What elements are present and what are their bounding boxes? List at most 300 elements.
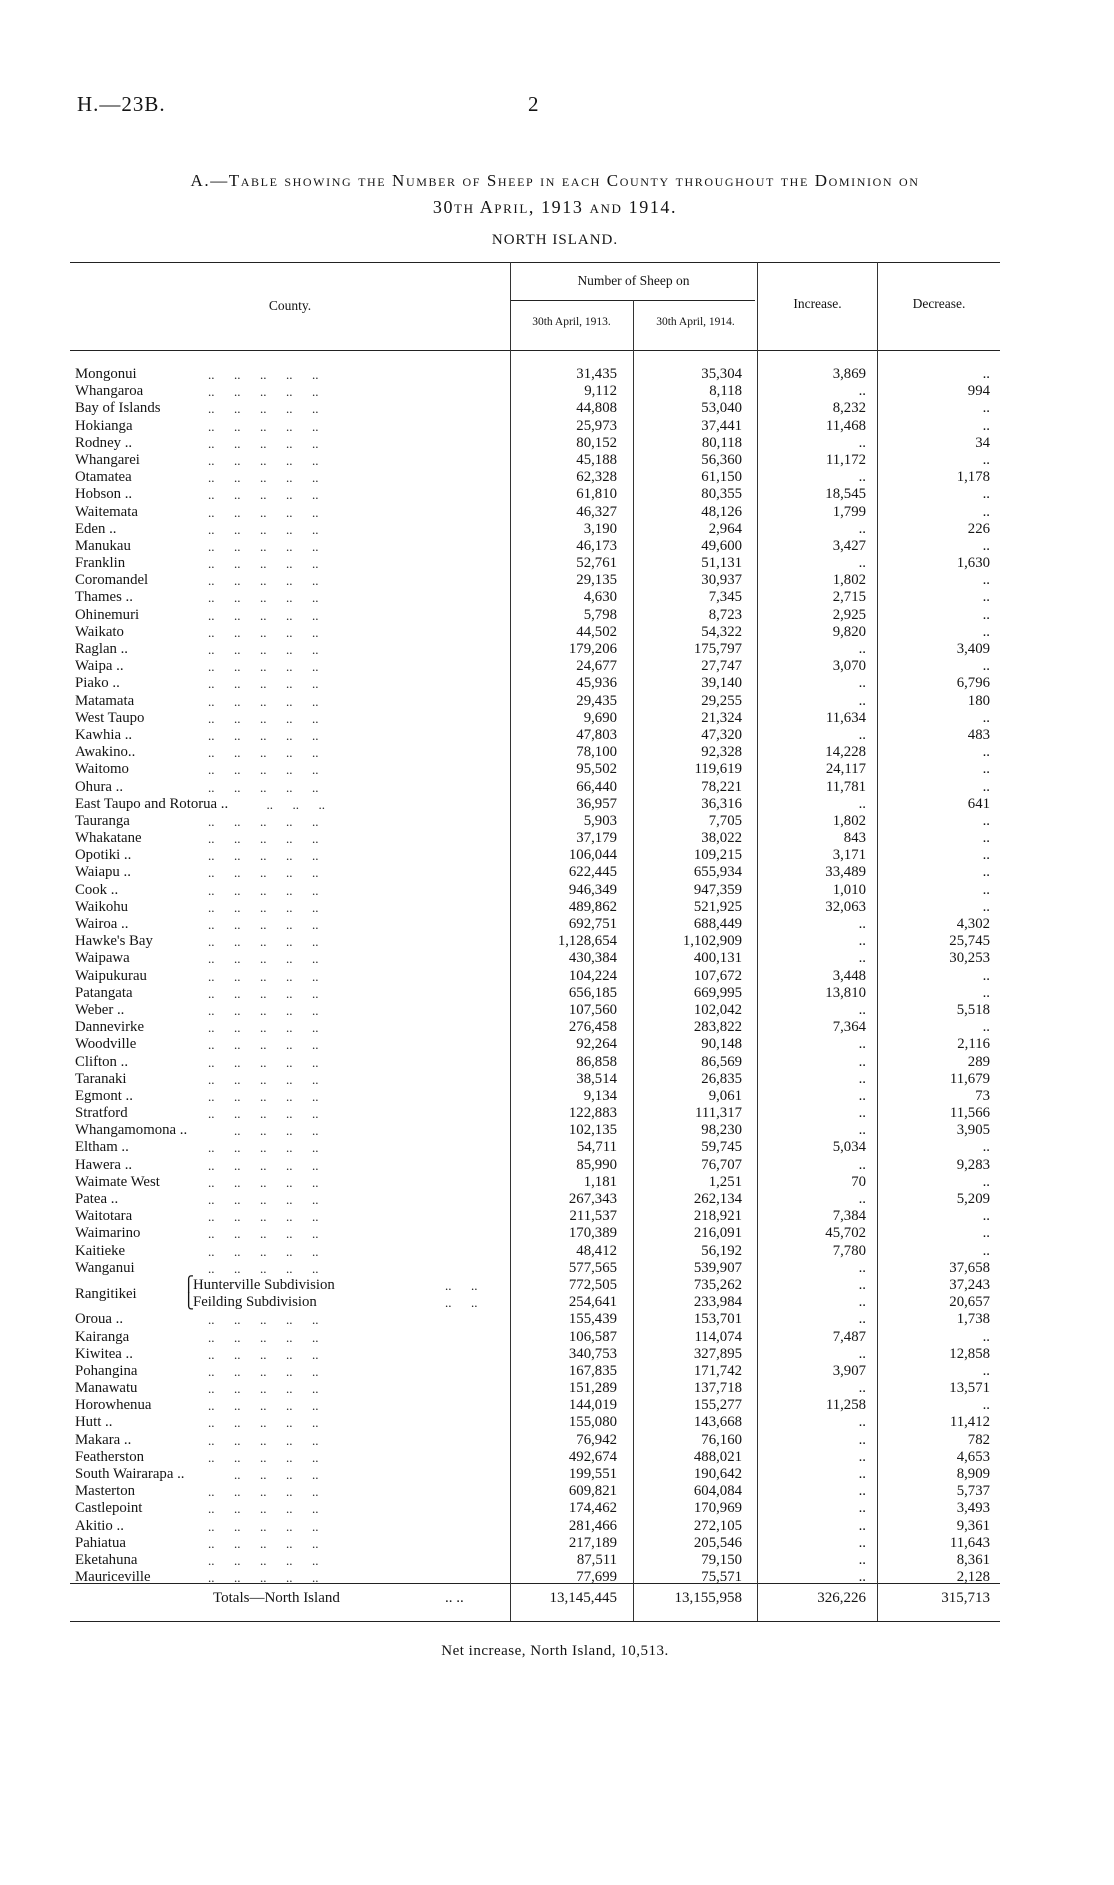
sheep-1914: 61,150 xyxy=(701,469,742,486)
decrease-header: Decrease. xyxy=(912,296,966,311)
table-row xyxy=(0,1449,1114,1466)
county-name: Matamata xyxy=(75,692,135,709)
sheep-1913: 946,349 xyxy=(568,881,617,898)
county-name: Pahiatua xyxy=(75,1534,126,1551)
leader-dots: .. .. .. .. .. xyxy=(208,1518,319,1534)
table-row xyxy=(0,950,1114,967)
decrease-value: .. xyxy=(982,503,990,520)
sheep-1914: 75,571 xyxy=(701,1569,742,1586)
table-row xyxy=(0,830,1114,847)
decrease-value: 34 xyxy=(975,434,990,451)
sheep-1913: 80,152 xyxy=(576,434,617,451)
county-name: Waikato xyxy=(75,623,124,640)
leader-dots: .. .. .. .. .. xyxy=(208,1071,319,1087)
increase-value: .. xyxy=(858,1569,866,1586)
table-row xyxy=(0,1122,1114,1139)
increase-value: 3,427 xyxy=(832,537,866,554)
county-name: Patangata xyxy=(75,984,133,1001)
county-name: Dannevirke xyxy=(75,1019,145,1036)
table-row xyxy=(0,1243,1114,1260)
table-row xyxy=(0,572,1114,589)
leader-dots: .. .. .. .. xyxy=(208,1123,319,1139)
sheep-1913: 29,135 xyxy=(576,572,617,589)
leader-dots: .. .. xyxy=(445,1590,464,1606)
sheep-1913: 155,080 xyxy=(568,1414,617,1431)
decrease-value: 8,909 xyxy=(956,1466,990,1483)
decrease-value: 180 xyxy=(967,692,990,709)
leader-dots: .. .. .. .. .. xyxy=(208,504,319,520)
sheep-1914: 1,102,909 xyxy=(682,933,742,950)
leader-dots: .. .. .. .. .. xyxy=(208,1037,319,1053)
year-1914-header: 30th April, 1914. xyxy=(656,316,735,328)
county-name: Stratford xyxy=(75,1105,128,1122)
county-name: West Taupo xyxy=(75,709,145,726)
increase-value: .. xyxy=(858,1053,866,1070)
increase-value: 7,780 xyxy=(832,1242,866,1259)
sheep-1913: 267,343 xyxy=(568,1191,617,1207)
table-row xyxy=(0,796,1114,813)
table-row xyxy=(0,985,1114,1002)
decrease-value: 4,653 xyxy=(956,1448,990,1465)
sheep-1914: 7,345 xyxy=(708,589,742,606)
county-name: Waipa .. xyxy=(75,658,124,675)
sheep-1914: 111,317 xyxy=(695,1105,742,1122)
increase-value: 70 xyxy=(851,1173,866,1190)
county-name: Kiwitea .. xyxy=(75,1345,133,1362)
sheep-1914: 102,042 xyxy=(693,1001,742,1018)
county-name: Weber .. xyxy=(75,1001,125,1018)
decrease-value: 782 xyxy=(967,1431,990,1448)
sheep-1914: 59,745 xyxy=(701,1139,742,1156)
decrease-value: 12,858 xyxy=(949,1345,990,1362)
table-row xyxy=(0,1208,1114,1225)
table-body xyxy=(0,366,1114,1586)
increase-value: .. xyxy=(858,1380,866,1397)
table-row xyxy=(0,1054,1114,1071)
sheep-1914: 539,907 xyxy=(693,1259,742,1276)
sheep-1913: 31,435 xyxy=(576,366,617,382)
increase-value: .. xyxy=(858,520,866,537)
leader-dots: .. .. .. .. .. xyxy=(208,418,319,434)
sheep-1914: 80,355 xyxy=(701,486,742,503)
decrease-value: .. xyxy=(982,709,990,726)
sheep-1913: 78,100 xyxy=(576,744,617,761)
sheep-1914: 21,324 xyxy=(701,709,742,726)
leader-dots: .. .. .. .. .. xyxy=(208,590,319,606)
sheep-1913: 276,458 xyxy=(568,1019,617,1036)
decrease-value: 25,745 xyxy=(949,933,990,950)
county-name: Ohinemuri xyxy=(75,606,140,623)
table-row xyxy=(0,555,1114,572)
leader-dots: .. .. .. .. .. xyxy=(208,1106,319,1122)
county-name: Manawatu xyxy=(75,1380,138,1397)
increase-value: .. xyxy=(858,726,866,743)
decrease-value: .. xyxy=(982,537,990,554)
county-name: Piako .. xyxy=(75,675,120,692)
leader-dots: .. .. .. .. .. xyxy=(208,642,319,657)
county-name: Waimarino xyxy=(75,1225,141,1242)
table-row xyxy=(0,1002,1114,1019)
increase-value: 843 xyxy=(843,830,866,847)
sheep-1914: 38,022 xyxy=(701,830,742,847)
sheep-1914: 98,230 xyxy=(701,1122,742,1139)
increase-value: 11,468 xyxy=(825,417,866,434)
totals-1913: 13,145,445 xyxy=(549,1590,617,1606)
increase-value: 8,232 xyxy=(832,400,866,417)
sheep-1913: 87,511 xyxy=(576,1551,617,1568)
leader-dots: .. .. .. .. .. xyxy=(208,1398,319,1414)
sheep-1913: 5,798 xyxy=(583,606,617,623)
decrease-value: .. xyxy=(982,366,990,382)
decrease-value: .. xyxy=(982,658,990,675)
decrease-value: .. xyxy=(982,1019,990,1036)
decrease-value: 37,658 xyxy=(949,1259,990,1276)
sheep-1913: 577,565 xyxy=(568,1259,617,1276)
sheep-1913: 179,206 xyxy=(568,641,617,657)
county-name: Bay of Islands xyxy=(75,400,161,417)
table-subtitle: NORTH ISLAND. xyxy=(491,232,619,248)
decrease-value: .. xyxy=(982,400,990,417)
increase-value: 32,063 xyxy=(825,898,866,915)
leader-dots: .. .. .. .. .. xyxy=(208,556,319,572)
decrease-value: .. xyxy=(982,1139,990,1156)
increase-value: .. xyxy=(858,641,866,657)
increase-value: 7,384 xyxy=(832,1208,866,1225)
increase-value: 11,172 xyxy=(825,451,866,468)
decrease-value: 994 xyxy=(967,383,990,400)
leader-dots: .. .. .. .. .. xyxy=(208,917,319,932)
increase-value: 3,907 xyxy=(832,1362,866,1379)
decrease-value: 289 xyxy=(967,1053,990,1070)
leader-dots: .. .. .. .. .. xyxy=(208,1449,319,1465)
table-title: A.—Table showing the Number of Sheep in each County throughout the Dominion on xyxy=(190,171,920,190)
table-row xyxy=(0,452,1114,469)
increase-value: 3,448 xyxy=(832,967,866,984)
table-row xyxy=(0,916,1114,933)
county-name: Egmont .. xyxy=(75,1087,133,1104)
table-row xyxy=(0,641,1114,658)
increase-value: .. xyxy=(858,1551,866,1568)
table-row xyxy=(0,1071,1114,1088)
table-row xyxy=(0,933,1114,950)
sheep-1914: 216,091 xyxy=(693,1225,742,1242)
decrease-value: .. xyxy=(982,623,990,640)
leader-dots: .. .. .. .. .. xyxy=(208,745,319,761)
county-name: Wairoa .. xyxy=(75,916,129,932)
decrease-value: .. xyxy=(982,451,990,468)
table-row xyxy=(0,1139,1114,1156)
county-name: Mauriceville xyxy=(75,1569,151,1586)
sheep-1913: 95,502 xyxy=(576,761,617,778)
sheep-1913: 609,821 xyxy=(568,1483,617,1500)
table-row xyxy=(0,1329,1114,1346)
county-name: South Wairarapa .. xyxy=(75,1466,185,1483)
county-name: East Taupo and Rotorua .. xyxy=(75,795,229,812)
sheep-1913: 492,674 xyxy=(568,1448,617,1465)
county-name: Waikohu xyxy=(75,898,129,915)
increase-value: .. xyxy=(858,675,866,692)
increase-header: Increase. xyxy=(793,296,842,311)
sheep-1913: 170,389 xyxy=(568,1225,617,1242)
increase-value: 13,810 xyxy=(825,984,866,1001)
sheep-1914: 947,359 xyxy=(693,881,742,898)
decrease-value: 6,796 xyxy=(956,675,990,692)
leader-dots: .. .. .. .. .. xyxy=(208,1501,319,1517)
decrease-value: 11,566 xyxy=(949,1105,990,1122)
increase-value: 33,489 xyxy=(825,864,866,881)
increase-value: .. xyxy=(858,950,866,967)
county-name: Whangarei xyxy=(75,451,140,468)
increase-value: 1,010 xyxy=(832,881,866,898)
table-row xyxy=(0,761,1114,778)
number-of-sheep-header: Number of Sheep on xyxy=(577,273,690,288)
leader-dots: .. .. .. .. .. xyxy=(208,1226,319,1242)
sheep-1913: 47,803 xyxy=(576,726,617,743)
county-name: Pohangina xyxy=(75,1362,138,1379)
county-name: Waipawa xyxy=(75,950,130,967)
decrease-value: .. xyxy=(982,761,990,778)
sheep-1914: 109,215 xyxy=(693,847,742,864)
leader-dots: .. .. .. .. .. xyxy=(208,968,319,984)
table-row xyxy=(0,1260,1114,1277)
subdivision-name: Hunterville Subdivision xyxy=(193,1276,335,1293)
sheep-1913: 44,808 xyxy=(576,400,617,417)
table-row xyxy=(0,1483,1114,1500)
increase-value: 7,364 xyxy=(832,1019,866,1036)
leader-dots: .. .. .. .. .. xyxy=(208,831,319,847)
totals-increase: 326,226 xyxy=(817,1590,866,1606)
sheep-1913: 692,751 xyxy=(568,916,617,932)
county-name: Masterton xyxy=(75,1483,135,1500)
county-name: Patea .. xyxy=(75,1191,119,1207)
decrease-value: 5,518 xyxy=(956,1001,990,1018)
sheep-1914: 2,964 xyxy=(708,520,742,537)
sheep-1913: 1,181 xyxy=(583,1173,617,1190)
county-name: Clifton .. xyxy=(75,1053,129,1070)
sheep-1913: 489,862 xyxy=(568,898,617,915)
county-name: Cook .. xyxy=(75,881,119,898)
sheep-1914: 9,061 xyxy=(708,1087,742,1104)
leader-dots: .. .. .. .. .. xyxy=(208,435,319,451)
increase-value: 11,634 xyxy=(825,709,866,726)
sheep-1914: 218,921 xyxy=(693,1208,742,1225)
sheep-1913: 9,690 xyxy=(583,709,617,726)
decrease-value: 8,361 xyxy=(956,1551,990,1568)
decrease-value: 483 xyxy=(967,726,990,743)
table-row xyxy=(0,435,1114,452)
leader-dots: .. .. .. .. .. xyxy=(208,1570,319,1586)
increase-value: 18,545 xyxy=(825,486,866,503)
sheep-1914: 39,140 xyxy=(701,675,742,692)
table-row xyxy=(0,521,1114,538)
leader-dots: .. .. .. .. .. xyxy=(208,1381,319,1397)
county-name: Awakino.. xyxy=(75,744,136,761)
sheep-1914: 90,148 xyxy=(701,1036,742,1053)
sheep-1913: 155,439 xyxy=(568,1311,617,1328)
sheep-1914: 29,255 xyxy=(701,692,742,709)
county-name: Rangitikei xyxy=(75,1285,137,1302)
table-row xyxy=(0,418,1114,435)
table-row xyxy=(0,1346,1114,1363)
sheep-1913: 9,112 xyxy=(584,383,617,400)
increase-value: .. xyxy=(858,1500,866,1517)
leader-dots: .. .. .. .. .. xyxy=(208,1312,319,1328)
table-row xyxy=(0,400,1114,417)
leader-dots: .. .. .. .. .. xyxy=(208,452,319,468)
county-name: Woodville xyxy=(75,1036,137,1053)
county-name: Eltham .. xyxy=(75,1139,129,1156)
sheep-1914: 37,441 xyxy=(701,417,742,434)
decrease-value: 226 xyxy=(967,520,990,537)
county-name: Eketahuna xyxy=(75,1551,138,1568)
sheep-1913: 167,835 xyxy=(568,1362,617,1379)
table-row xyxy=(0,1518,1114,1535)
decrease-value: 2,116 xyxy=(957,1036,990,1053)
sheep-1913: 29,435 xyxy=(576,692,617,709)
sheep-1913: 9,134 xyxy=(583,1087,617,1104)
leader-dots: .. .. .. .. .. xyxy=(208,538,319,554)
table-row xyxy=(0,1500,1114,1517)
leader-dots: .. .. .. .. .. xyxy=(208,367,319,382)
increase-value: .. xyxy=(858,1191,866,1207)
decrease-value: .. xyxy=(982,589,990,606)
sheep-1913: 36,957 xyxy=(576,795,617,812)
sheep-1914: 488,021 xyxy=(693,1448,742,1465)
sheep-1914: 8,723 xyxy=(708,606,742,623)
sheep-1914: 26,835 xyxy=(701,1070,742,1087)
table-row xyxy=(0,1036,1114,1053)
leader-dots: .. .. .. .. .. xyxy=(208,762,319,778)
county-name: Whangamomona .. xyxy=(75,1122,188,1139)
leader-dots: .. .. .. .. .. xyxy=(208,607,319,623)
county-name: Opotiki .. xyxy=(75,847,132,864)
sheep-1914: 669,995 xyxy=(693,984,742,1001)
sheep-1914: 400,131 xyxy=(693,950,742,967)
increase-value: .. xyxy=(858,1431,866,1448)
sheep-1913: 54,711 xyxy=(576,1139,617,1156)
decrease-value: .. xyxy=(982,1173,990,1190)
increase-value: .. xyxy=(858,692,866,709)
county-name: Mongonui xyxy=(75,366,137,382)
sheep-1914: 114,074 xyxy=(694,1328,742,1345)
table-row xyxy=(0,538,1114,555)
county-name: Thames .. xyxy=(75,589,133,606)
sheep-1913: 48,412 xyxy=(576,1242,617,1259)
table-row xyxy=(0,744,1114,761)
decrease-value: .. xyxy=(982,898,990,915)
county-name: Hawera .. xyxy=(75,1156,133,1173)
increase-value: 24,117 xyxy=(825,761,866,778)
table-top-rule xyxy=(70,262,1000,263)
leader-dots: .. .. .. .. .. xyxy=(208,1415,319,1431)
sheep-1914: 35,304 xyxy=(701,366,742,382)
table-row xyxy=(0,1569,1114,1586)
decrease-value: .. xyxy=(982,417,990,434)
decrease-value: 20,657 xyxy=(949,1294,990,1311)
increase-value: .. xyxy=(858,1345,866,1362)
sheep-1913: 1,128,654 xyxy=(557,933,617,950)
sheep-1913: 622,445 xyxy=(568,864,617,881)
increase-value: .. xyxy=(858,434,866,451)
leader-dots: .. .. .. .. .. xyxy=(208,1192,319,1207)
increase-value: .. xyxy=(858,933,866,950)
leader-dots: .. .. .. .. .. xyxy=(208,865,319,881)
table-row xyxy=(0,1174,1114,1191)
decrease-value: 9,361 xyxy=(956,1517,990,1534)
decrease-value: 73 xyxy=(975,1087,990,1104)
sheep-1914: 327,895 xyxy=(693,1345,742,1362)
increase-value: 1,799 xyxy=(832,503,866,520)
county-name: Rodney .. xyxy=(75,434,133,451)
sheep-1913: 107,560 xyxy=(568,1001,617,1018)
decrease-value: 37,243 xyxy=(949,1276,990,1293)
county-name: Waiapu .. xyxy=(75,864,131,881)
county-name: Waimate West xyxy=(75,1173,160,1190)
decrease-value: 3,905 xyxy=(956,1122,990,1139)
sheep-1913: 37,179 xyxy=(576,830,617,847)
county-name: Hutt .. xyxy=(75,1414,113,1431)
sheep-1913: 4,630 xyxy=(583,589,617,606)
leader-dots: .. .. .. .. .. xyxy=(208,951,319,967)
document-reference: H.—23B. xyxy=(77,92,166,116)
sheep-1913: 45,936 xyxy=(576,675,617,692)
increase-value: 11,781 xyxy=(825,778,866,795)
county-name: Franklin xyxy=(75,555,126,572)
leader-dots: .. .. .. .. .. xyxy=(208,1552,319,1568)
table-row xyxy=(0,847,1114,864)
county-name: Waitotara xyxy=(75,1208,133,1225)
increase-value: 11,258 xyxy=(825,1397,866,1414)
table-row xyxy=(0,1466,1114,1483)
increase-value: .. xyxy=(858,1311,866,1328)
table-row xyxy=(0,1535,1114,1552)
county-name: Castlepoint xyxy=(75,1500,143,1517)
decrease-value: .. xyxy=(982,1362,990,1379)
table-row xyxy=(0,710,1114,727)
county-name: Kawhia .. xyxy=(75,726,133,743)
increase-value: .. xyxy=(858,1414,866,1431)
sheep-1913: 86,858 xyxy=(576,1053,617,1070)
county-name: Whakatane xyxy=(75,830,142,847)
sheep-1914: 190,642 xyxy=(693,1466,742,1483)
increase-value: .. xyxy=(858,383,866,400)
table-row xyxy=(0,968,1114,985)
net-increase-note: Net increase, North Island, 10,513. xyxy=(441,1643,669,1659)
increase-value: .. xyxy=(858,1156,866,1173)
county-name: Waitemata xyxy=(75,503,138,520)
decrease-value: .. xyxy=(982,572,990,589)
table-row xyxy=(0,1432,1114,1449)
sheep-1914: 47,320 xyxy=(701,726,742,743)
increase-value: 2,715 xyxy=(832,589,866,606)
county-name: Oroua .. xyxy=(75,1311,124,1328)
increase-value: .. xyxy=(858,1001,866,1018)
leader-dots: .. .. .. .. .. xyxy=(208,1243,319,1259)
sheep-1914: 1,251 xyxy=(708,1173,742,1190)
leader-dots: .. .. .. .. .. xyxy=(208,899,319,915)
leader-dots: .. .. .. .. .. xyxy=(208,1157,319,1173)
decrease-value: 4,302 xyxy=(956,916,990,932)
decrease-value: .. xyxy=(982,486,990,503)
county-name: Raglan .. xyxy=(75,641,129,657)
county-name: Coromandel xyxy=(75,572,149,589)
leader-dots: .. .. .. .. .. xyxy=(208,1209,319,1225)
decrease-value: 11,412 xyxy=(949,1414,990,1431)
sheep-1914: 80,118 xyxy=(701,434,742,451)
decrease-value: .. xyxy=(982,984,990,1001)
increase-value: .. xyxy=(858,469,866,486)
sheep-1914: 92,328 xyxy=(701,744,742,761)
